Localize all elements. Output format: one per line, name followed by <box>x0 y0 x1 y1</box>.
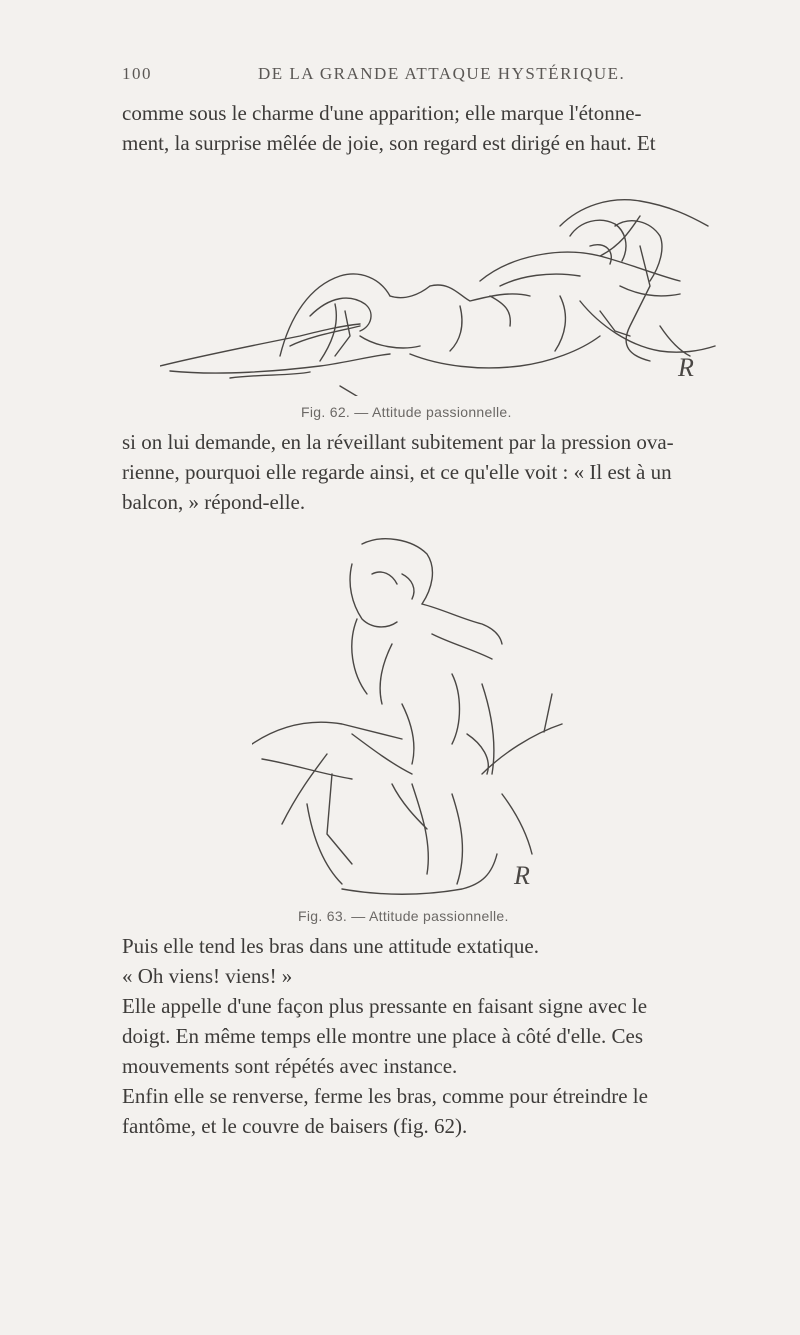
paragraph-2 <box>122 427 682 517</box>
text-line: ment, la surprise mêlée de joie, son regard est dirigé en haut. Et <box>122 131 656 155</box>
figure-62-caption: Fig. 62. — Attitude passionnelle. <box>301 404 512 420</box>
text-line: Enfin elle se renverse, ferme les bras, comme pour étreindre le <box>122 1084 648 1108</box>
text-line: « Oh viens! viens! » <box>122 964 293 988</box>
text-line: comme sous le charme d'une apparition; elle marque l'étonne- <box>122 101 642 125</box>
figure-62-artist-mark: R <box>678 353 694 382</box>
paragraph-3 <box>122 931 682 991</box>
running-header <box>0 64 800 88</box>
paragraph-4 <box>122 991 682 1081</box>
paragraph-5 <box>122 1081 682 1141</box>
figure-63-artist-mark: R <box>514 861 530 890</box>
text-line: Elle appelle d'une façon plus pressante en faisant signe avec le <box>122 994 648 1018</box>
text-line: si on lui demande, en la réveillant subitement par la pression ova- <box>122 430 674 454</box>
paragraph-1 <box>122 98 682 158</box>
text-line: Puis elle tend les bras dans une attitude extatique. <box>122 934 539 958</box>
figure-63-caption: Fig. 63. — Attitude passionnelle. <box>298 908 509 924</box>
page-number: 100 <box>122 64 152 83</box>
figure-62-illustration <box>160 186 720 396</box>
text-line: fantôme, et le couvre de baisers (fig. 62). <box>122 1114 468 1138</box>
running-title: DE LA GRANDE ATTAQUE HYSTÉRIQUE. <box>258 64 626 83</box>
text-line: mouvements sont répétés avec instance. <box>122 1054 458 1078</box>
figure-63-illustration <box>252 534 582 904</box>
text-line: balcon, » répond-elle. <box>122 490 306 514</box>
text-line: doigt. En même temps elle montre une place à côté d'elle. Ces <box>122 1024 644 1048</box>
text-line: rienne, pourquoi elle regarde ainsi, et ce qu'elle voit : « Il est à un <box>122 460 672 484</box>
